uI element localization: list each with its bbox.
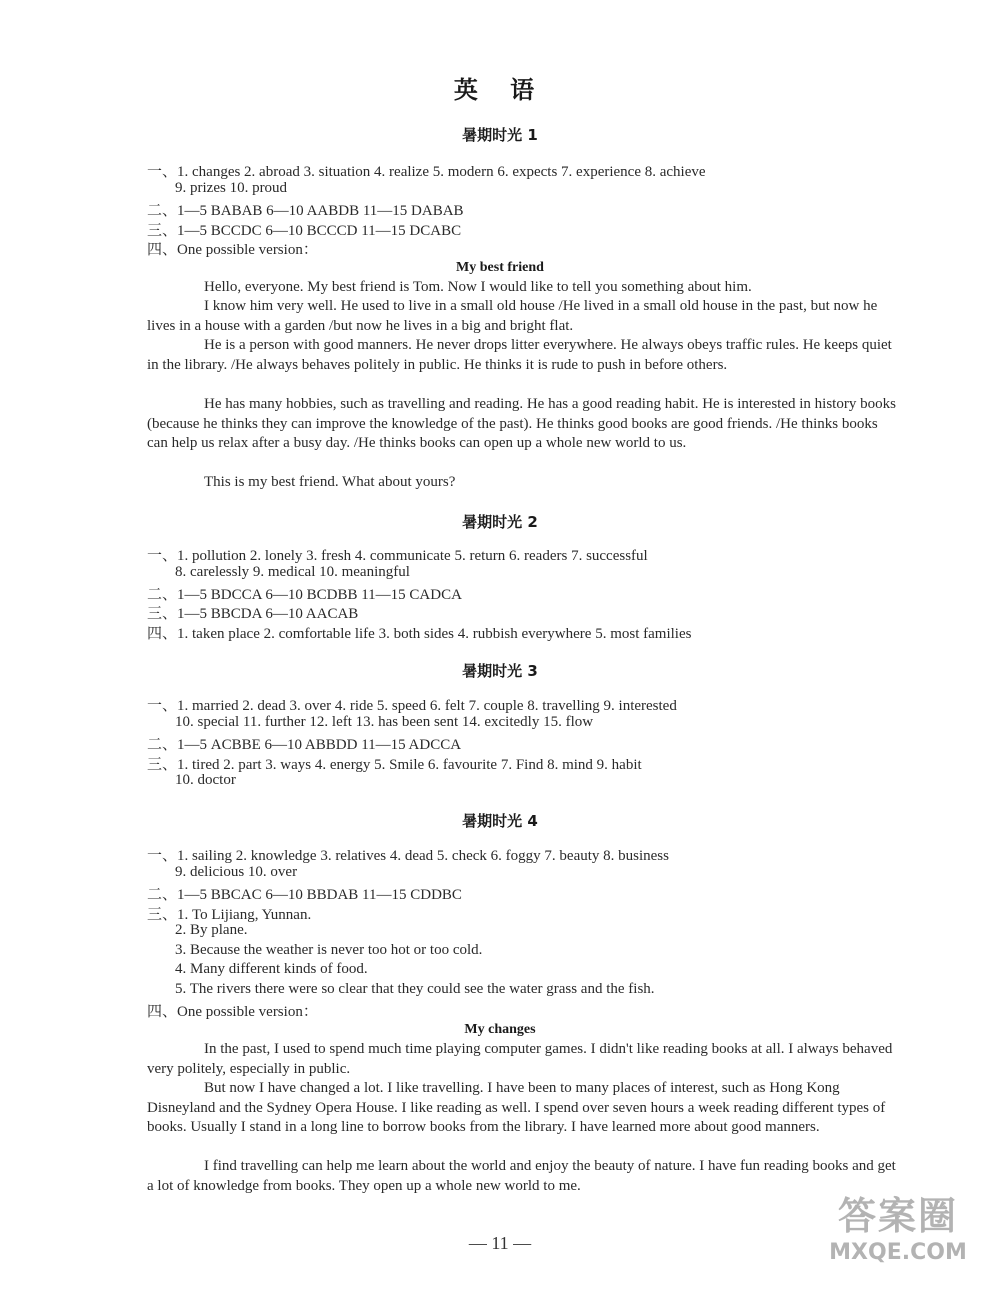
- section-heading-3: 暑期时光 3: [462, 662, 538, 680]
- answer-line: 三、1. tired 2. part 3. ways 4. energy 5. Smile 6. favourite 7. Find 8. mind 9. habit: [147, 757, 642, 773]
- essay-paragraph: In the past, I used to spend much time playing computer games. I didn't like reading books at all. I always behaved very politely, especially in public.: [147, 1041, 893, 1077]
- essay-paragraph: He has many hobbies, such as travelling and reading. He has a good reading habit. He is interested in history books (because he thinks they can improve the knowledge of the past). He thinks good books are good friends. /He thinks books can help us relax after a busy day. /He thinks books can open up a whole new world to us.: [147, 396, 896, 451]
- answer-line: 4. Many different kinds of food.: [175, 961, 368, 977]
- answer-line: 一、1. married 2. dead 3. over 4. ride 5. speed 6. felt 7. couple 8. travelling 9. interested: [147, 698, 677, 714]
- essay-paragraph: Hello, everyone. My best friend is Tom. Now I would like to tell you something about him.: [204, 279, 752, 295]
- essay-title: My best friend: [456, 260, 544, 275]
- answer-line: 10. doctor: [175, 772, 236, 788]
- watermark-url: MXQE.COM: [829, 1240, 967, 1265]
- answer-line: 二、1—5 BDCCA 6—10 BCDBB 11—15 CADCA: [147, 587, 462, 603]
- section-heading-1: 暑期时光 1: [462, 126, 538, 144]
- answer-line: 二、1—5 ACBBE 6—10 ABBDD 11—15 ADCCA: [147, 737, 462, 753]
- watermark-logo: [808, 1185, 988, 1295]
- answer-line: 三、1—5 BBCDA 6—10 AACAB: [147, 606, 359, 622]
- section-heading-4: 暑期时光 4: [462, 812, 538, 830]
- answer-line: 9. prizes 10. proud: [175, 180, 288, 196]
- watermark-logo-text: 答案圈: [837, 1194, 958, 1238]
- answer-line: 三、1. To Lijiang, Yunnan.: [147, 907, 312, 923]
- answer-line: 三、1—5 BCCDC 6—10 BCCCD 11—15 DCABC: [147, 223, 462, 239]
- answer-line: 2. By plane.: [175, 922, 248, 938]
- answer-line: 8. carelessly 9. medical 10. meaningful: [175, 564, 410, 580]
- essay-paragraph: I find travelling can help me learn about the world and enjoy the beauty of nature. I have fun reading books and get a lot of knowledge from books. They open up a whole new world to me.: [147, 1158, 896, 1194]
- answer-line: 3. Because the weather is never too hot or too cold.: [175, 942, 483, 958]
- answer-line: 四、One possible version：: [147, 242, 318, 258]
- page-title: 英 语: [453, 76, 547, 104]
- essay-paragraph: I know him very well. He used to live in a small old house /He lived in a small old house in the past, but now he lives in a house with a garden /but now he lives in a big and bright flat.: [147, 298, 878, 334]
- page-number: — 11 —: [468, 1233, 532, 1253]
- essay-title: My changes: [464, 1022, 536, 1037]
- answer-line: 二、1—5 BBCAC 6—10 BBDAB 11—15 CDDBC: [147, 887, 462, 903]
- answer-line: 二、1—5 BABAB 6—10 AABDB 11—15 DABAB: [147, 203, 464, 219]
- answer-line: 四、1. taken place 2. comfortable life 3. both sides 4. rubbish everywhere 5. most families: [147, 626, 692, 642]
- essay-paragraph: But now I have changed a lot. I like travelling. I have been to many places of interest, such as Hong Kong Disneyland and the Sydney Opera House. I like reading as well. I spend over seven hours a week reading different types of books. Usually I stand in a long line to borrow books from the library. I have learned more about good manners.: [147, 1080, 886, 1135]
- answer-line: 一、1. sailing 2. knowledge 3. relatives 4. dead 5. check 6. foggy 7. beauty 8. business: [147, 848, 669, 864]
- answer-line: 5. The rivers there were so clear that they could see the water grass and the fish.: [175, 981, 655, 997]
- answer-line: 四、One possible version：: [147, 1004, 318, 1020]
- essay-paragraph: This is my best friend. What about yours?: [204, 474, 456, 490]
- answer-line: 一、1. pollution 2. lonely 3. fresh 4. communicate 5. return 6. readers 7. successful: [147, 548, 648, 564]
- section-heading-2: 暑期时光 2: [462, 513, 538, 531]
- answer-line: 10. special 11. further 12. left 13. has been sent 14. excitedly 15. flow: [175, 714, 594, 730]
- answer-line: 9. delicious 10. over: [175, 864, 298, 880]
- essay-paragraph: He is a person with good manners. He never drops litter everywhere. He always obeys traffic rules. He keeps quiet in the library. /He always behaves politely in public. He thinks it is rude to push in before others.: [147, 337, 892, 373]
- answer-line: 一、1. changes 2. abroad 3. situation 4. realize 5. modern 6. expects 7. experience 8. achieve: [147, 164, 706, 180]
